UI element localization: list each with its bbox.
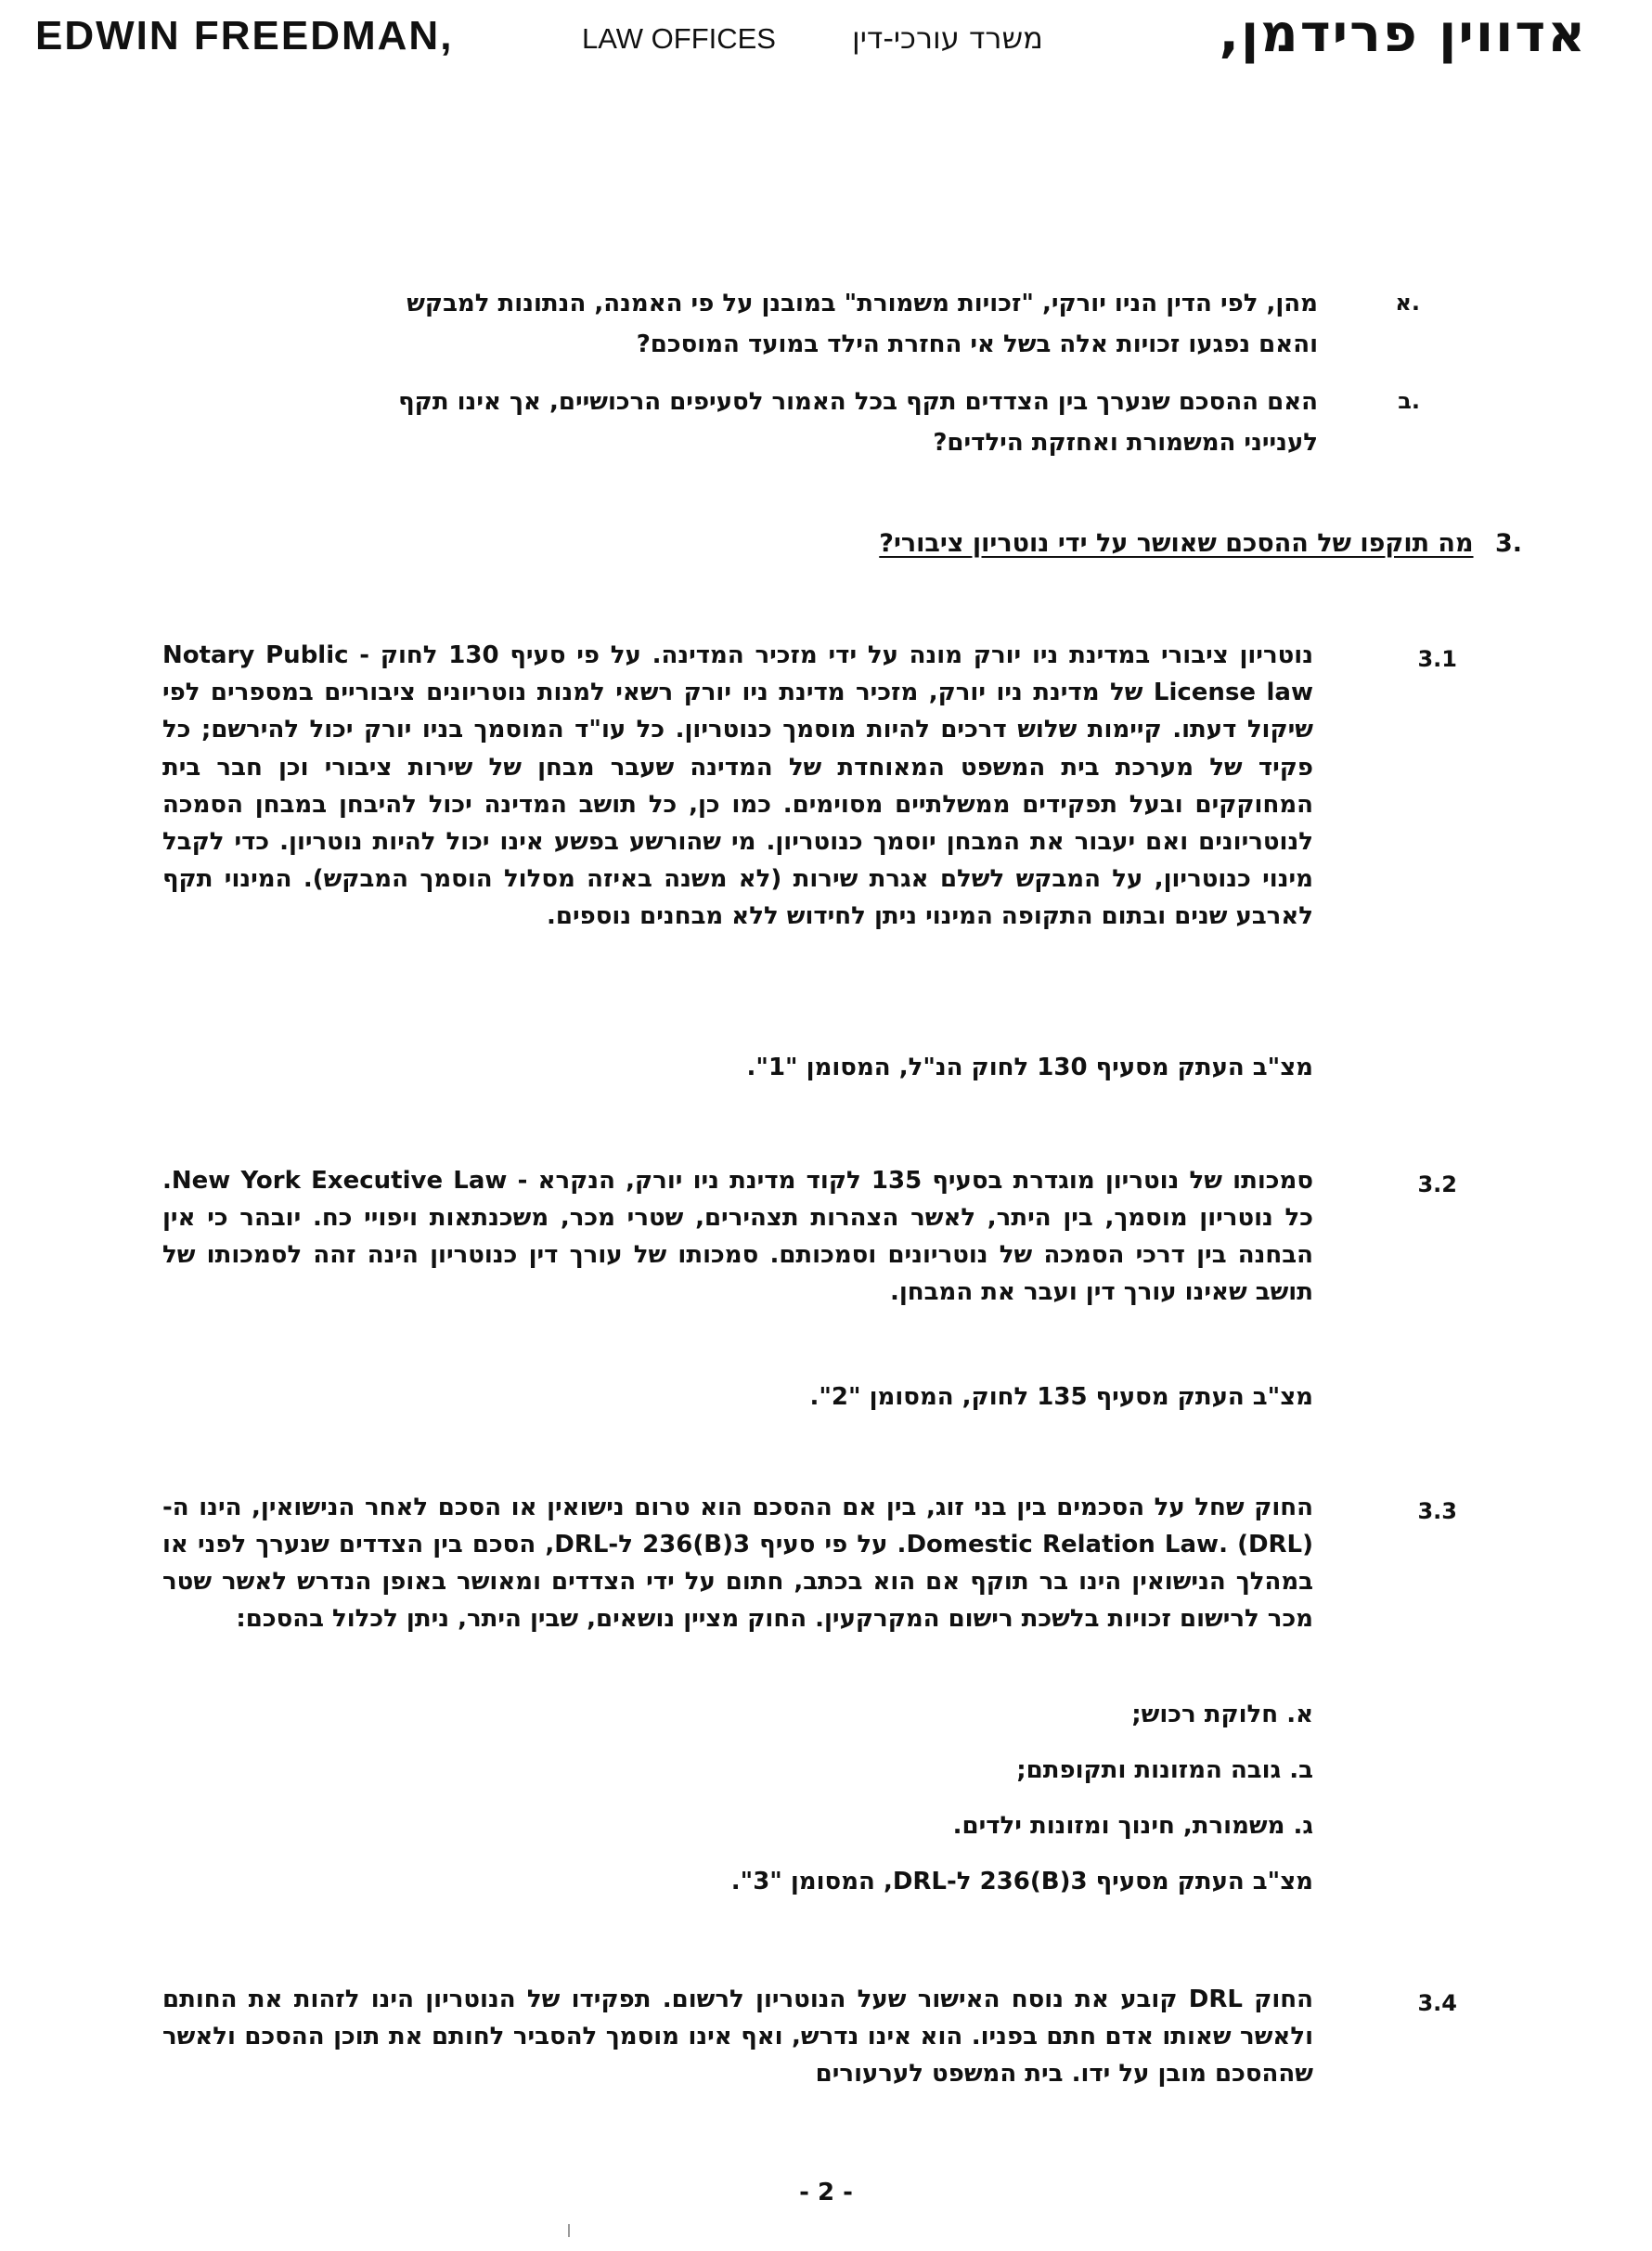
list-item: ב. גובה המזונות ותקופתם; xyxy=(1016,1756,1313,1784)
letterhead xyxy=(0,6,1652,71)
list-item: ג. משמורת, חינוך ומזונות ילדים. xyxy=(952,1812,1313,1840)
letterhead-english-name: EDWIN FREEDMAN, xyxy=(35,13,454,58)
section-3-heading xyxy=(879,529,1522,558)
section-number: 3.1 xyxy=(1417,646,1457,672)
intro-item-line: לענייני המשמורת ואחזקת הילדים? xyxy=(933,429,1318,457)
section-3-title: מה תוקפו של ההסכם שאושר על ידי נוטריון ציבורי? xyxy=(879,529,1474,558)
letterhead-english-subtitle: LAW OFFICES xyxy=(582,22,776,55)
section-paragraph: החוק DRL קובע את נוסח האישור שעל הנוטריון לרשום. תפקידו של הנוטריון הינו לזהות את החותם ולאשר שאותו אדם חתם בפניו. הוא אינו נדרש, ואף אינו מוסמך להסביר לחותם את תוכן ההסכם ולאשר שההסכם מובן על ידו. בית המשפט לערעורים xyxy=(162,1986,1313,2088)
scan-artifact xyxy=(568,2224,570,2237)
section-number: 3.4 xyxy=(1417,1990,1457,2016)
attachment-note: מצ"ב העתק מסעיף 130 לחוק הנ"ל, המסומן "1". xyxy=(746,1054,1313,1081)
intro-item-line: האם ההסכם שנערך בין הצדדים תקף בכל האמור לסעיפים הרכושיים, אך אינו תקף xyxy=(398,388,1318,416)
intro-item-marker: א. xyxy=(1395,290,1420,316)
list-item: א. חלוקת רכוש; xyxy=(1131,1701,1313,1728)
intro-item-marker: ב. xyxy=(1398,388,1420,414)
letterhead-hebrew-name: אדווין פרידמן, xyxy=(1219,4,1587,64)
section-paragraph: החוק שחל על הסכמים בין בני זוג, בין אם ההסכם הוא טרום נישואין או הסכם לאחר הנישואין, הינו ה-(DRL) .Domestic Relation Law. על פי סעיף 3(B)236 ל-DRL, הסכם בין הצדדים שנערך לפני או במהלך הנישואין הינו בר תוקף אם הוא בכתב, חתום על ידי הצדדים ומאושר באופן הנדרש לאשר שטר מכר לרישום זכויות בלשכת רישום המקרקעין. החוק מציין נושאים, שבין היתר, ניתן לכלול בהסכם: xyxy=(162,1494,1314,1633)
page-number: - 2 - xyxy=(799,2179,853,2206)
attachment-note: מצ"ב העתק מסעיף 135 לחוק, המסומן "2". xyxy=(809,1383,1313,1411)
section-3-number: .3 xyxy=(1494,529,1522,558)
section-number: 3.2 xyxy=(1417,1171,1457,1197)
attachment-note: מצ"ב העתק מסעיף 3(B)236 ל-DRL, המסומן "3". xyxy=(730,1868,1313,1895)
letterhead-hebrew-subtitle: משרד עורכי-דין xyxy=(852,20,1043,56)
intro-item-line: מהן, לפי הדין הניו יורקי, "זכויות משמורת" במובנן על פי האמנה, הנתונות למבקש xyxy=(407,290,1318,317)
section-paragraph: סמכותו של נוטריון מוגדרת בסעיף 135 לקוד מדינת ניו יורק, הנקרא - New York Executive Law. כל נוטריון מוסמך, בין היתר, לאשר הצהרות תצהירים, שטרי מכר, משכנתאות ויפויי כח. יובהר כי אין הבחנה בין דרכי הסמכה של נוטריונים וסמכותם. סמכותו של עורך דין כנוטריון הינה זהה לסמכותו של תושב שאינו עורך דין ועבר את המבחן. xyxy=(162,1167,1313,1306)
intro-item-line: והאם נפגעו זכויות אלה בשל אי החזרת הילד במועד המוסכם? xyxy=(636,330,1318,358)
section-paragraph: נוטריון ציבורי במדינת ניו יורק מונה על ידי מזכיר המדינה. על פי סעיף 130 לחוק - Notary Public License law של מדינת ניו יורק, מזכיר מדינת ניו יורק רשאי למנות נוטריונים ציבוריים במספרים לפי שיקול דעתו. קיימות שלוש דרכים להיות מוסמך כנוטריון. כל עו"ד המוסמך בניו יורק יכול להירשם; כל פקיד של מערכת בית המשפט המאוחדת של המדינה שעבר מבחן של שירות ציבורי וכן חבר בית המחוקקים ובעל תפקידים ממשלתיים מסוימים. כמו כן, כל תושב המדינה יכול להיבחן במבחן הסמכה לנוטריונים ואם יעבור את המבחן יוסמך כנוטריון. מי שהורשע בפשע אינו יכול להיות נוטריון. כדי לקבל מינוי כנוטריון, על המבקש לשלם אגרת שירות (לא משנה באיזה מסלול הוסמך המבקש). המינוי תקף לארבע שנים ובתום התקופה המינוי ניתן לחידוש ללא מבחנים נוספים. xyxy=(162,641,1313,931)
section-number: 3.3 xyxy=(1417,1498,1457,1524)
